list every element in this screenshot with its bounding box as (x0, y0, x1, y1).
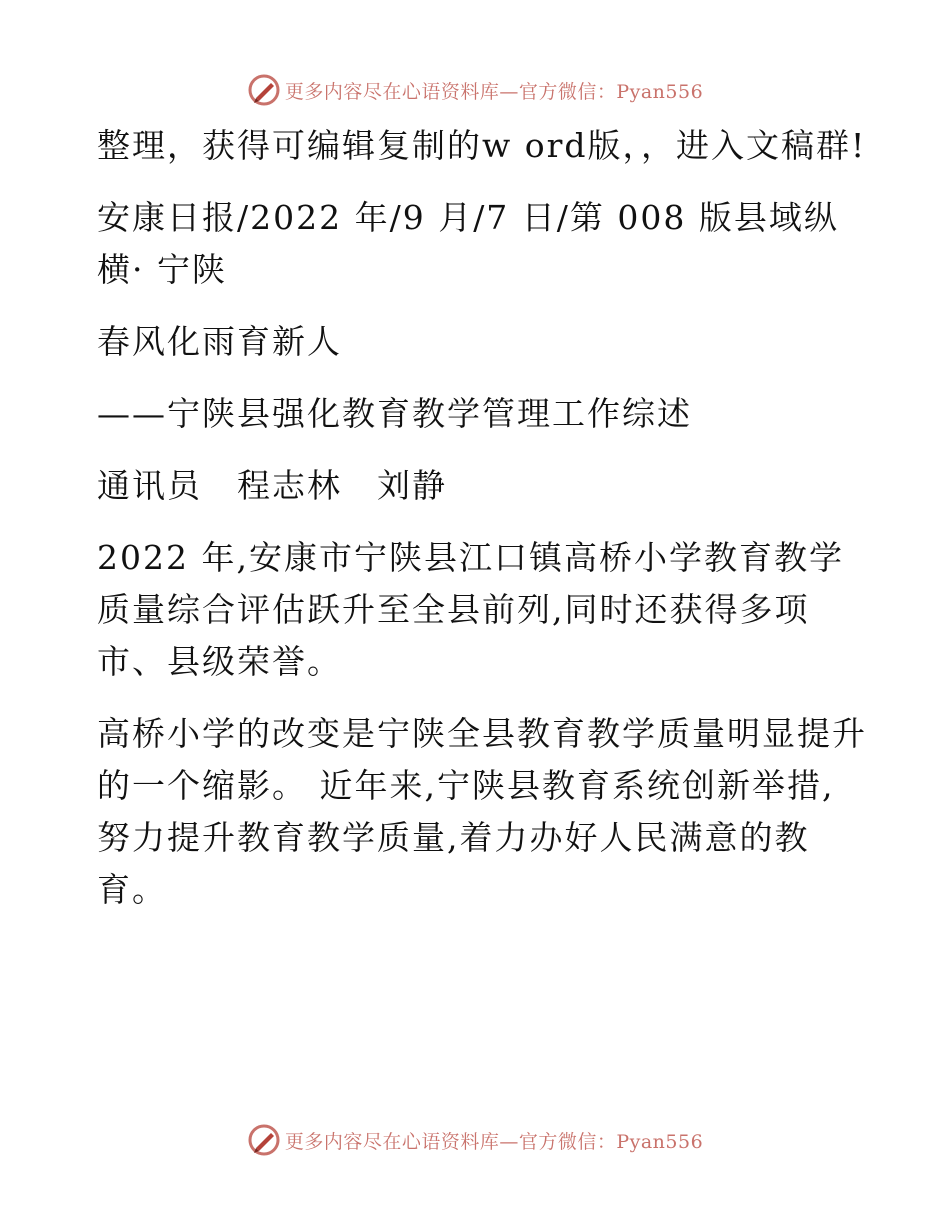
watermark-text: 更多内容尽在心语资料库—官方微信：Pyan556 (284, 80, 704, 103)
footer-watermark (0, 1120, 950, 1160)
watermark-text: 更多内容尽在心语资料库—官方微信：Pyan556 (284, 1130, 704, 1153)
article-subtitle: ——宁陕县强化教育教学管理工作综述 (97, 394, 692, 433)
body-paragraph: 高桥小学的改变是宁陕全县教育教学质量明显提升的一个缩影。 近年来,宁陕县教育系统创新举措,努力提升教育教学质量,着力办好人民满意的教育。 (97, 714, 867, 909)
article-title: 春风化雨育新人 (97, 322, 342, 361)
intro-paragraph: 整理，获得可编辑复制的w ord版，，进入文稿群! (97, 126, 867, 165)
pen-logo-icon (247, 73, 281, 107)
source-line: 安康日报/2022 年/9 月/7 日/第 008 版县域纵横· 宁陕 (97, 198, 839, 289)
byline: 通讯员 程志林 刘静 (97, 466, 447, 505)
header-watermark (0, 70, 950, 110)
pen-logo-icon (247, 1123, 281, 1157)
body-paragraph: 2022 年,安康市宁陕县江口镇高桥小学教育教学质量综合评估跃升至全县前列,同时还获得多项市、县级荣誉。 (97, 538, 844, 681)
document-body (97, 120, 867, 936)
